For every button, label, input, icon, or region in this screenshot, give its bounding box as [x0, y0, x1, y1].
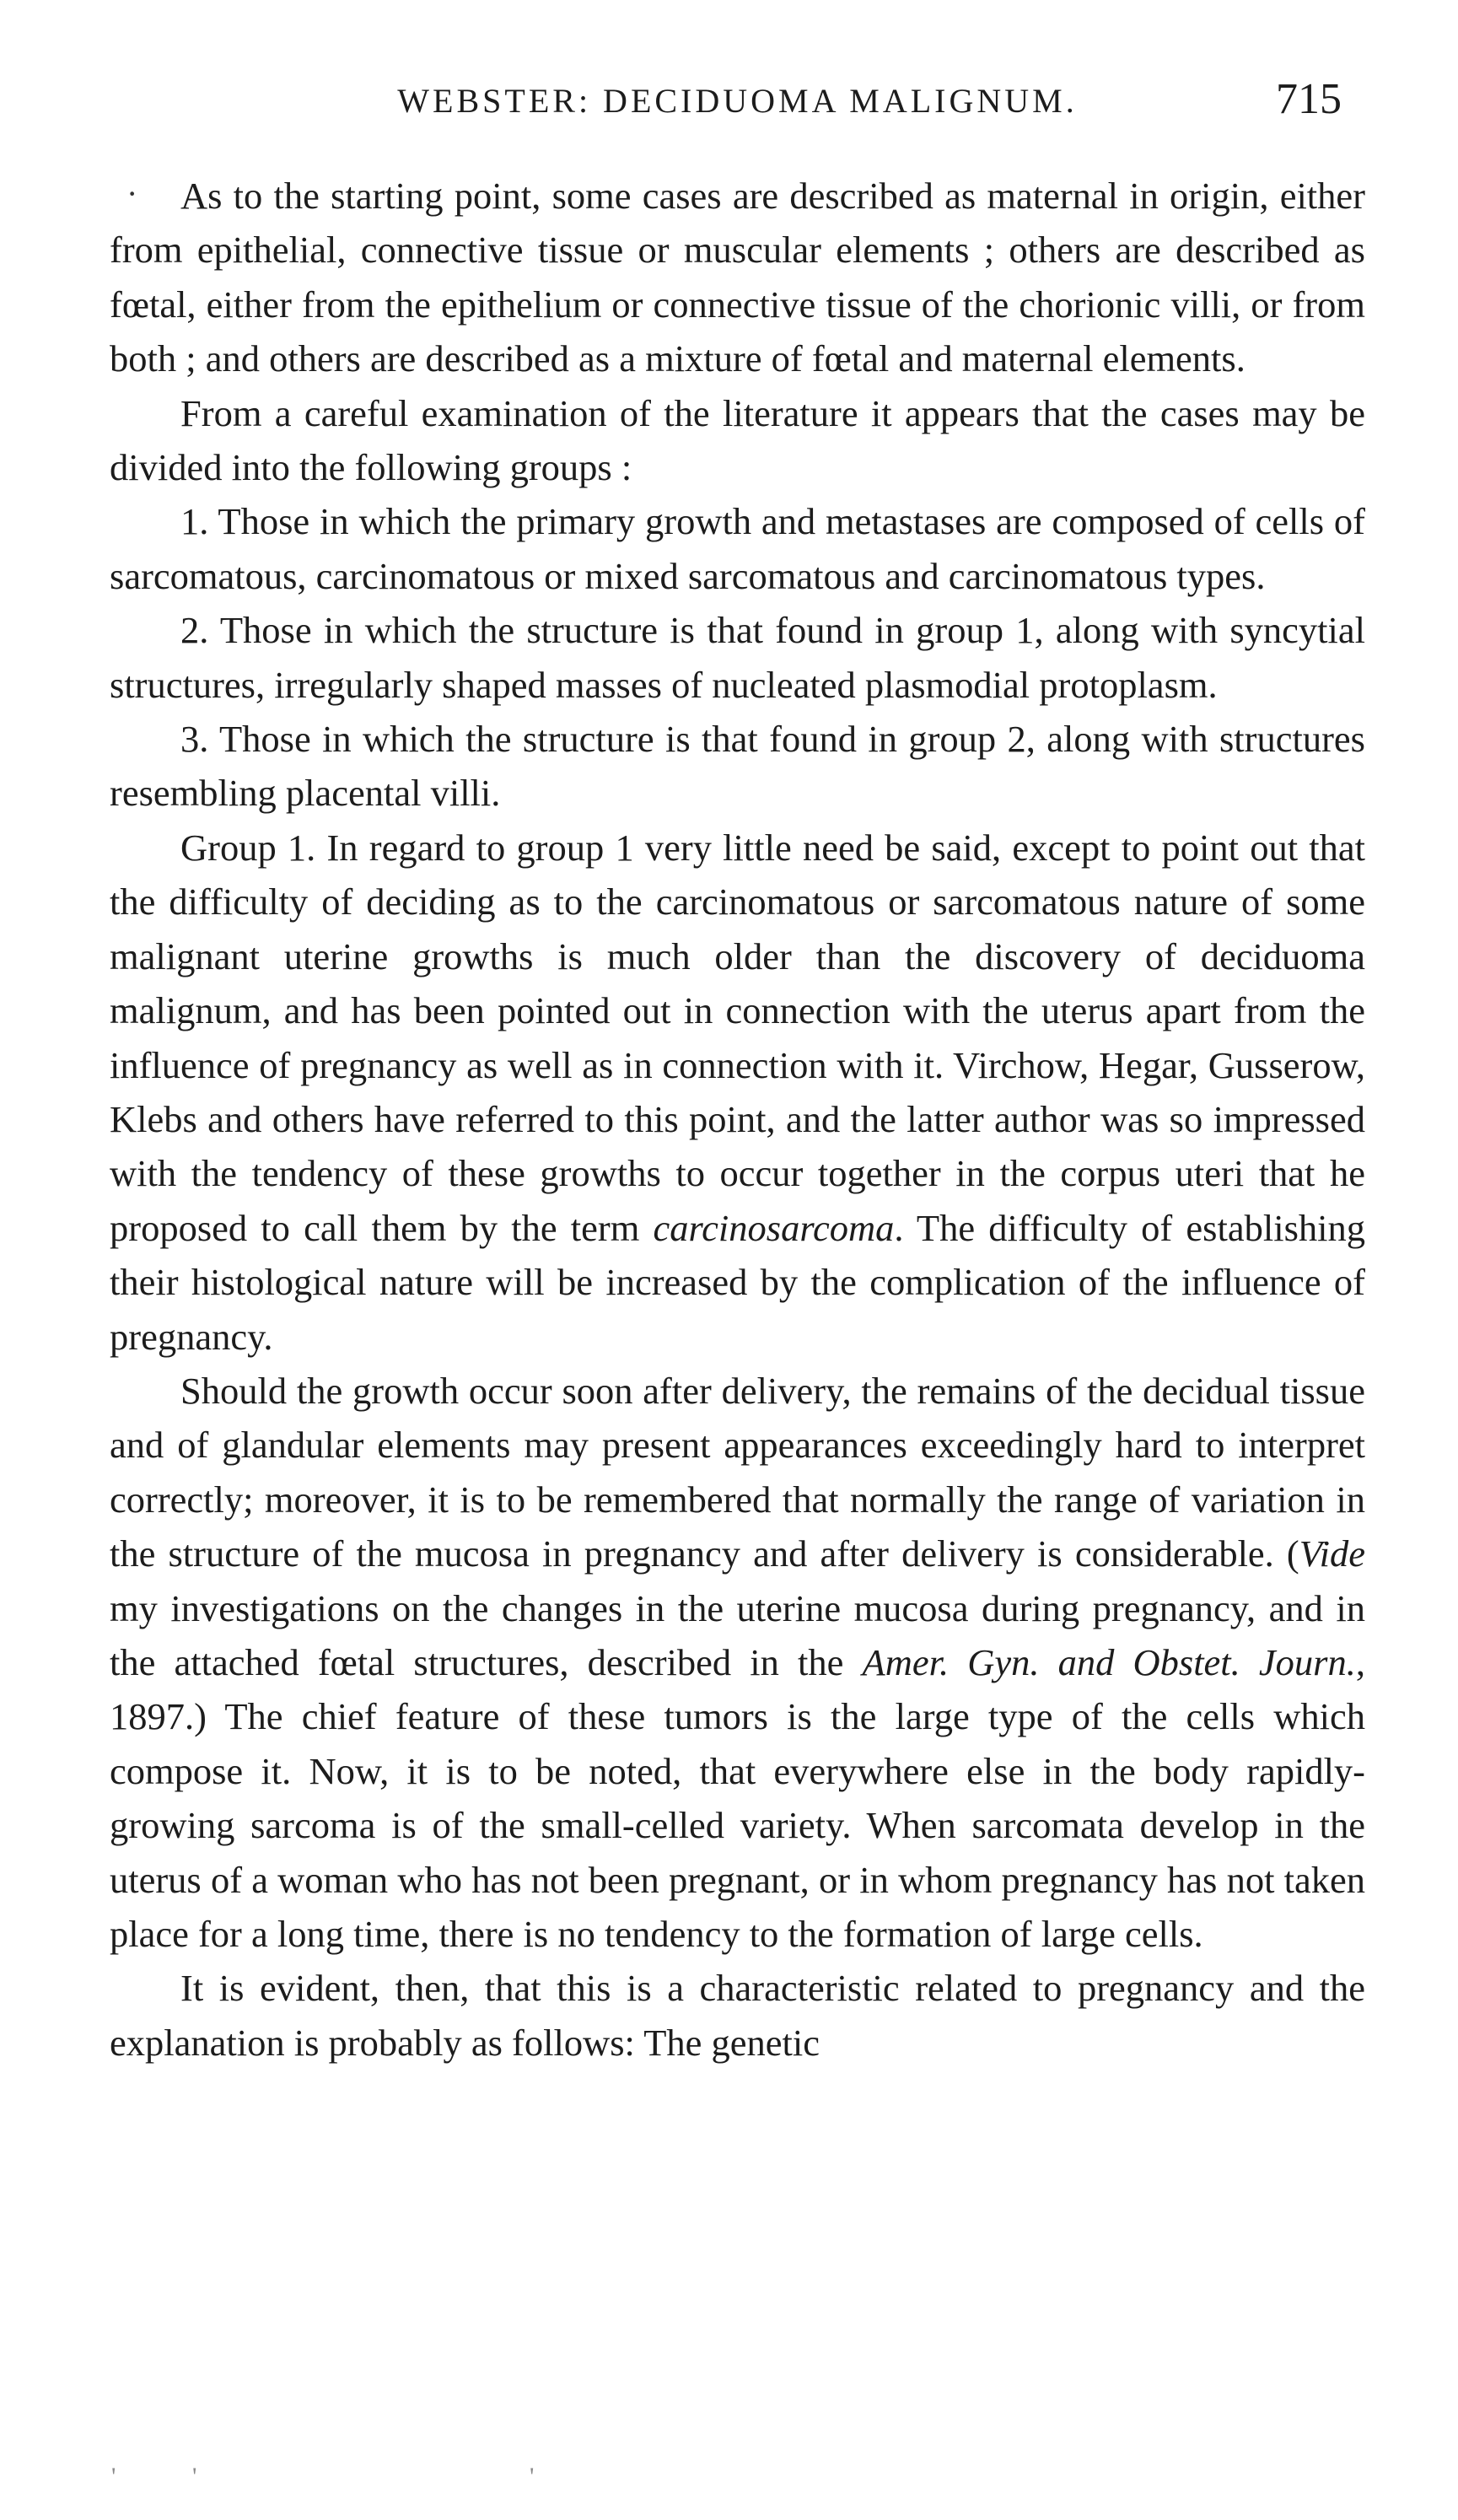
paragraph-groups-intro: From a careful examination of the literature it appears that the cases may be divided into the following groups : [110, 391, 1365, 489]
page-header [110, 74, 1365, 142]
bottom-tick-mark: ' [111, 2463, 116, 2490]
paragraph-group-1: 1. Those in which the primary growth and metastases are composed of cells of sarcomatous, carcinomatous or mixed sarcomatous and carcinomatous types. [110, 500, 1365, 597]
paragraph-growth-after-delivery [110, 1364, 1365, 1961]
paragraph-group-3: 3. Those in which the structure is that found in group 2, along with structures resembling placental villi. [110, 718, 1365, 815]
paragraph-group-1-discussion [110, 821, 1365, 1364]
paragraph-evident: It is evident, then, that this is a characteristic related to pregnancy and the explanation is probably as follows: The genetic [110, 1967, 1365, 2064]
margin-bullet: · [126, 175, 138, 213]
text-run: , 1897.) The chief feature of these tumors is the large type of the cells which compose it. Now, it is to be noted, that everywhere else in the body rapidly-growing sarcoma is of the small-celled variety. When sarcomata develop in the uterus of a woman who has not been pregnant, or in whom pregnancy has not taken place for a long time, there is no tendency to the formation of large cells. [110, 1640, 1365, 1955]
text-run: my investigations on the changes in the uterine mucosa during pregnancy, and in the attached fœtal structures, described in the [110, 1586, 1365, 1683]
journal-citation: Amer. Gyn. and Obstet. Journ. [862, 1640, 1356, 1683]
text-run: Group 1. In regard to group 1 very little need be said, except to point out that the difficulty of deciding as to the carcinomatous or sarcomatous nature of some malignant uterine growths is much older than the discovery of deciduoma malignum, and has been pointed out in connection with the uterus apart from the influence of pregnancy as well as in connection with it. Virchow, Hegar, Gusserow, Klebs and others have referred to this point, and the latter author was so impressed with the tendency of these growths to occur together in the corpus uteri that he proposed to call them by the term [110, 826, 1365, 1249]
bottom-tick-mark: ' [530, 2463, 535, 2490]
italic-vide: Vide [1299, 1532, 1365, 1575]
body-text [110, 169, 1365, 2070]
text-run: Should the growth occur soon after delivery, the remains of the decidual tissue and of glandular elements may present appearances exceedingly hard to interpret correctly; moreover, it is to be remembered that normally the range of variation in the structure of the mucosa in pregnancy and after delivery is considerable. ( [110, 1369, 1365, 1575]
italic-term: carcinosarcoma [653, 1206, 895, 1249]
page-number: 715 [1276, 75, 1342, 123]
text-run: . The difficulty of establishing their histological nature will be increased by the complication of the influence of pregnancy. [110, 1206, 1365, 1358]
paragraph-group-2: 2. Those in which the structure is that found in group 1, along with syncytial structures, irregularly shaped masses of nucleated plasmodial protoplasm. [110, 609, 1365, 706]
bottom-tick-mark: ' [192, 2463, 197, 2490]
running-head: WEBSTER: DECIDUOMA MALIGNUM. [397, 82, 1078, 120]
paragraph-starting-point: As to the starting point, some cases are described as maternal in origin, either from epithelial, connective tissue or muscular elements ; others are described as fœtal, either from the epithelium or connective tissue of the chorionic villi, or from both ; and others are described as a mixture of fœtal and maternal elements. [110, 175, 1365, 380]
